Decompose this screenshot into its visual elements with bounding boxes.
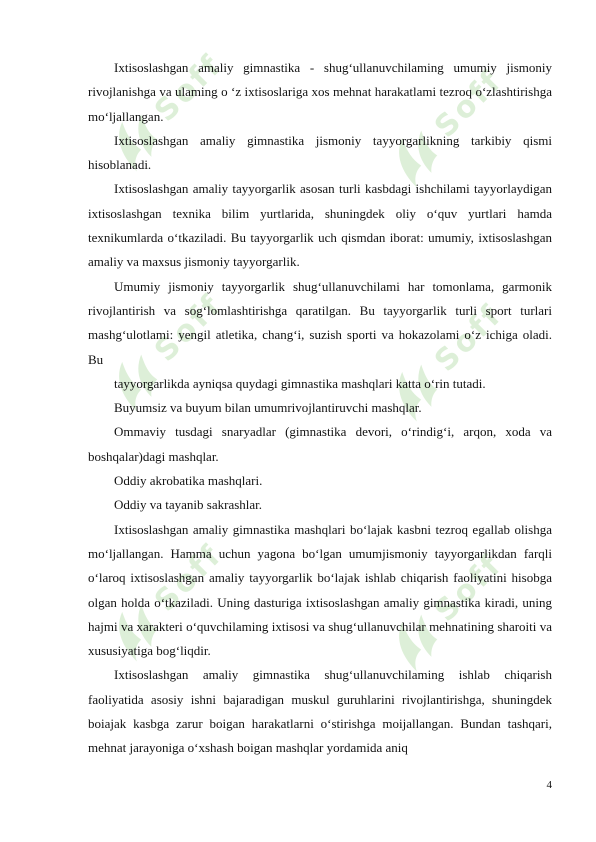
list-item: Buyumsiz va buyum bilan umumrivojlantiruvchi mashqlar. xyxy=(114,400,422,416)
list-item: Oddiy va tayanib sakrashlar. xyxy=(114,497,263,513)
paragraph: Umumiy jismoniy tayyorgarlik shug‘ullanuvchilami har tomonlama, garmonik rivojlantirish va sog‘lomlashtirishga qaratilgan. Bu tayyorgarlik turli sport turlari mashg‘ulotlami: yengil atletika, chang‘i, suzish sporti va hokazolami o‘z ichiga oladi. Bu xyxy=(88,278,552,367)
paragraph: Ixtisoslashgan amaliy gimnastika - shug‘ullanuvchilaming umumiy jismoniy rivojlanishga va ulaming o ‘z ixtisoslariga xos mehnat harakatlami tezroq o‘zlashtirishga mo‘ljallangan. xyxy=(88,60,552,124)
paragraph: Ixtisoslashgan amaliy gimnastika jismoniy tayyorgarlikning tarkibiy qismi hisoblanadi. xyxy=(88,132,552,173)
page-number: 4 xyxy=(546,779,552,791)
paragraph: Ixtisoslashgan amaliy gimnastika shug‘ullanuvchilaming ishlab chiqarish faoliyatida asosiy ishni bajaradigan muskul guruhlarini rivojlantirishga, shuningdek boiajak kasbga zarur boigan harakatlarni o‘stirishga moijallangan. Bundan tashqari, mehnat jarayoniga o‘xshash boigan mashqlar yordamida aniq xyxy=(88,667,552,756)
watermark-text: Soff xyxy=(427,62,510,145)
watermark-text: Soff xyxy=(147,536,230,619)
body-text xyxy=(88,56,552,761)
list-item: Ommaviy tusdagi snaryadlar (gimnastika devori, o‘rindig‘i, arqon, xoda va boshqalar)dagi mashqlar. xyxy=(88,424,552,464)
list-item: Oddiy akrobatika mashqlari. xyxy=(114,473,263,489)
paragraph: tayyorgarlikda ayniqsa quydagi gimnastika mashqlari katta o‘rin tutadi. xyxy=(114,375,486,391)
watermark-text: Soff xyxy=(147,286,230,369)
watermark-text: Soff xyxy=(147,46,230,129)
watermark-text: Soff xyxy=(427,296,510,379)
paragraph: Ixtisoslashgan amaliy gimnastika mashqlari bo‘lajak kasbni tezroq egallab olishga mo‘ljallangan. Hamma uchun yagona bo‘lgan umumjismoniy tayyorgarlikdan farqli o‘laroq ixtisoslashgan amaliy tayyorgarlik bo‘lajak ishlab chiqarish faoliyatini hisobga olgan holda o‘tkaziladi. Uning dasturiga ixtisoslashgan amaliy gimnastika kiradi, uning hajmi va xarakteri o‘quvchilaming ixtisosi va shug‘ullanuvchilar mehnatining sharoiti va xususiyatiga bog‘liqdir. xyxy=(88,521,552,659)
watermark-text: Soff xyxy=(427,546,510,629)
paragraph: Ixtisoslashgan amaliy tayyorgarlik asosan turli kasbdagi ishchilami tayyorlaydigan ixtisoslashgan texnika bilim yurtlarida, shuningdek oliy o‘quv yurtlari hamda texnikumlarda o‘tkaziladi. Bu tayyorgarlik uch qismdan iborat: umumiy, ixtisoslashgan amaliy va maxsus jismoniy tayyorgarlik. xyxy=(88,181,552,270)
